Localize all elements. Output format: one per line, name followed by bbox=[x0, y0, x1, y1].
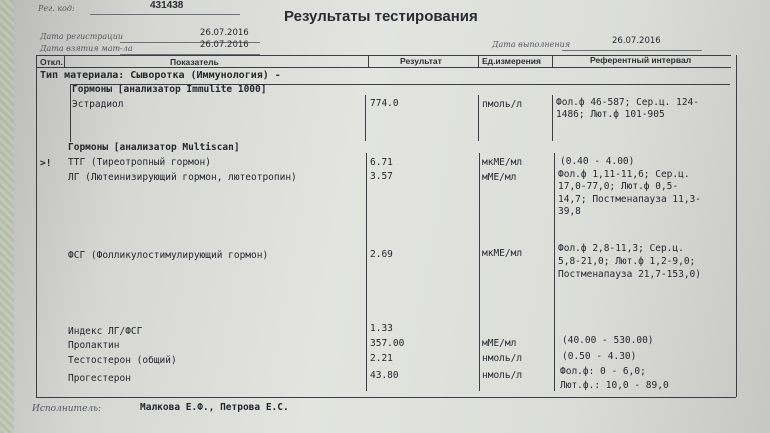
registration-date-label: Дата регистрации bbox=[40, 32, 124, 41]
column-divider bbox=[368, 55, 369, 68]
group1-left-border bbox=[70, 84, 71, 142]
lh-ref-line3: 14,7; Постменапауза 11,3- bbox=[558, 194, 701, 205]
unit-column-divider bbox=[478, 95, 479, 141]
testosterone-result: 2.21 bbox=[370, 353, 393, 364]
testosterone-unit: нмоль/л bbox=[482, 353, 523, 364]
reg-code-underline bbox=[90, 14, 240, 15]
prolactin-ref: (40.00 - 530.00) bbox=[562, 335, 654, 346]
fsh-name: ФСГ (Фолликулостимулирующий гормон) bbox=[68, 250, 269, 261]
testosterone-name: Тестостерон (общий) bbox=[68, 355, 177, 366]
estradiol-ref-line2: 1486; Лют.ф 101-905 bbox=[556, 109, 665, 120]
material-type: Тип материала: Сыворотка (Иммунология) - bbox=[40, 70, 281, 81]
registration-date: 26.07.2016 bbox=[200, 28, 249, 38]
reg-code-label: Рег. код: bbox=[38, 4, 75, 13]
lh-ref-line4: 39,8 bbox=[558, 206, 581, 217]
column-divider bbox=[478, 55, 479, 68]
lh-unit: мМЕ/мл bbox=[482, 172, 517, 183]
fsh-unit: мкМЕ/мл bbox=[482, 248, 523, 259]
reference-column-divider bbox=[554, 153, 555, 391]
tsh-deviation-flag: >! bbox=[40, 158, 52, 169]
progesterone-unit: нмоль/л bbox=[482, 370, 523, 381]
performer-label: Исполнитель: bbox=[32, 404, 102, 414]
reg-code-value: 431438 bbox=[150, 0, 184, 11]
tsh-ref: (0.40 - 4.00) bbox=[560, 156, 635, 167]
column-divider bbox=[64, 55, 65, 68]
column-header-unit: Ед.измерения bbox=[482, 56, 541, 66]
unit-column-divider bbox=[479, 153, 480, 391]
estradiol-unit: пмоль/л bbox=[482, 99, 523, 110]
lh-name: ЛГ (Лютеинизирующий гормон, лютеотропин) bbox=[68, 172, 297, 183]
lh-fsh-index-result: 1.33 bbox=[370, 323, 393, 334]
table-right-border bbox=[736, 55, 737, 397]
paper-edge-background bbox=[0, 0, 14, 433]
progesterone-ref-line2: Лют.ф.: 10,0 - 89,0 bbox=[560, 380, 669, 391]
prolactin-unit: мМЕ/мл bbox=[482, 338, 517, 349]
result-column-divider bbox=[366, 153, 367, 391]
column-header-reference: Референтный интервал bbox=[590, 55, 692, 65]
performer-names: Малкова Е.Ф., Петрова Е.С. bbox=[140, 402, 289, 413]
result-column-divider bbox=[365, 95, 366, 141]
progesterone-ref-line1: Фол.ф: 0 - 6,0; bbox=[560, 366, 646, 377]
reference-column-divider bbox=[552, 95, 553, 141]
tsh-result: 6.71 bbox=[370, 157, 393, 168]
table-left-border bbox=[36, 55, 37, 397]
estradiol-result: 774.0 bbox=[370, 98, 399, 109]
prolactin-result: 357.00 bbox=[370, 338, 405, 349]
column-header-flag: Откл. bbox=[40, 57, 63, 67]
fsh-ref-line2: 5,8-21,0; Лют.ф 1,2-9,0; bbox=[558, 256, 696, 267]
completion-date: 26.07.2016 bbox=[612, 36, 661, 46]
sample-date-label: Дата взятия мат-ла bbox=[40, 44, 133, 53]
estradiol-ref-line1: Фол.ф 46-587; Сер.ц. 124- bbox=[556, 97, 699, 108]
lh-fsh-index-name: Индекс ЛГ/ФСГ bbox=[68, 326, 143, 337]
sample-date: 26.07.2016 bbox=[200, 40, 249, 50]
progesterone-name: Прогестерон bbox=[68, 373, 131, 384]
table-bottom-border bbox=[36, 397, 736, 398]
tsh-name: ТТГ (Тиреотропный гормон) bbox=[68, 157, 211, 168]
table-header-border bbox=[36, 67, 731, 68]
estradiol-name: Эстрадиол bbox=[72, 99, 124, 110]
fsh-ref-line3: Постменапауза 21,7-153,0) bbox=[558, 269, 701, 280]
page-title: Результаты тестирования bbox=[284, 8, 478, 25]
completion-date-underline bbox=[562, 50, 702, 51]
testosterone-ref: (0.50 - 4.30) bbox=[562, 351, 637, 362]
fsh-ref-line1: Фол.ф 2,8-11,3; Сер.ц. bbox=[558, 243, 684, 254]
group1-title: Гормоны [анализатор Immulite 1000] bbox=[72, 84, 267, 95]
group2-title: Гормоны [анализатор Multiscan] bbox=[68, 142, 240, 153]
lh-ref-line2: 17,0-77,0; Лют.ф 0,5- bbox=[558, 181, 679, 192]
lh-result: 3.57 bbox=[370, 171, 393, 182]
column-divider bbox=[552, 55, 553, 68]
progesterone-result: 43.80 bbox=[370, 370, 399, 381]
prolactin-name: Пролактин bbox=[68, 340, 120, 351]
completion-date-label: Дата выполнения bbox=[492, 40, 571, 49]
column-header-result: Результат bbox=[400, 56, 442, 66]
lh-ref-line1: Фол.ф 1,11-11,6; Сер.ц. bbox=[558, 169, 690, 180]
fsh-result: 2.69 bbox=[370, 249, 393, 260]
tsh-unit: мкМЕ/мл bbox=[482, 157, 523, 168]
column-header-indicator: Показатель bbox=[170, 57, 219, 67]
